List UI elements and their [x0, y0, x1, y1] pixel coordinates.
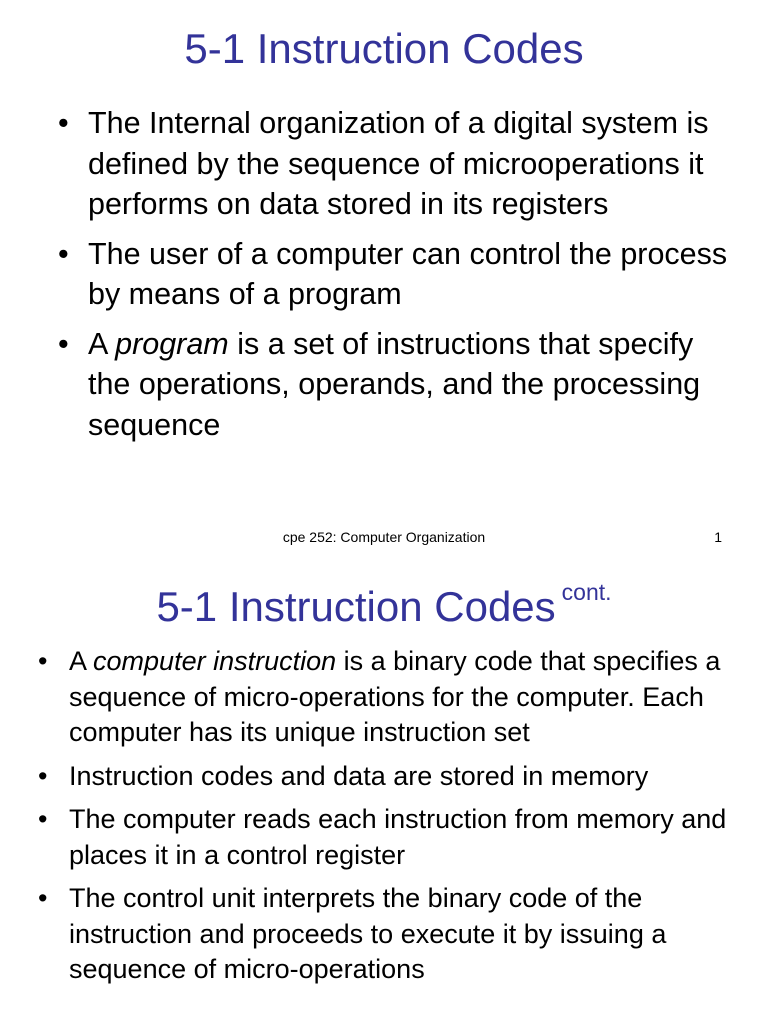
slide-2-title: [0, 579, 768, 630]
bullet-item: [38, 881, 738, 988]
bullet-text: [88, 327, 700, 442]
bullet-text: [69, 646, 720, 747]
footer-course: cpe 252: Computer Organization: [282, 529, 486, 545]
bullet-text-pre: A: [88, 326, 116, 361]
slide-2-title-superscript: cont.: [561, 579, 612, 605]
bullet-item: [58, 324, 738, 446]
bullet-item: [38, 802, 738, 873]
bullet-icon: •: [58, 236, 69, 271]
bullet-icon: •: [38, 646, 48, 676]
slide-1-title: 5-1 Instruction Codes: [184, 25, 584, 72]
bullet-item: [58, 234, 738, 315]
bullet-icon: •: [38, 883, 48, 913]
slide-2-title-text: 5-1 Instruction Codes: [156, 583, 556, 630]
bullet-icon: •: [38, 804, 48, 834]
bullet-icon: •: [58, 326, 69, 361]
bullet-text-post: is a binary code that specifies a sequence of micro-operations for the computer. Each computer has its unique instruction set: [69, 646, 721, 747]
bullet-text: The Internal organization of a digital system is defined by the sequence of microoperations it performs on data stored in its registers: [88, 106, 709, 221]
bullet-item: [58, 103, 738, 225]
bullet-icon: •: [58, 106, 69, 140]
slide-1-bullet-list: [58, 103, 738, 454]
bullet-item: [38, 644, 738, 751]
bullet-icon: •: [38, 760, 48, 791]
bullet-text-emphasis: program: [115, 326, 229, 361]
footer-page-number: 1: [714, 529, 722, 545]
slide-2: [0, 560, 768, 1024]
bullet-text: The computer reads each instruction from memory and places it in a control register: [69, 804, 727, 870]
bullet-text-emphasis: computer instruction: [93, 646, 337, 676]
bullet-text: The control unit interprets the binary code of the instruction and proceeds to execute it by issuing a sequence of micro-operations: [69, 883, 667, 984]
bullet-text: Instruction codes and data are stored in memory: [69, 760, 649, 791]
bullet-item: [38, 759, 738, 795]
bullet-text-post: is a set of instructions that specify the operations, operands, and the processing sequence: [88, 326, 701, 442]
bullet-text: The user of a computer can control the process by means of a program: [88, 236, 728, 311]
bullet-text-pre: A: [69, 646, 94, 676]
slide-2-bullet-list: [38, 644, 738, 996]
